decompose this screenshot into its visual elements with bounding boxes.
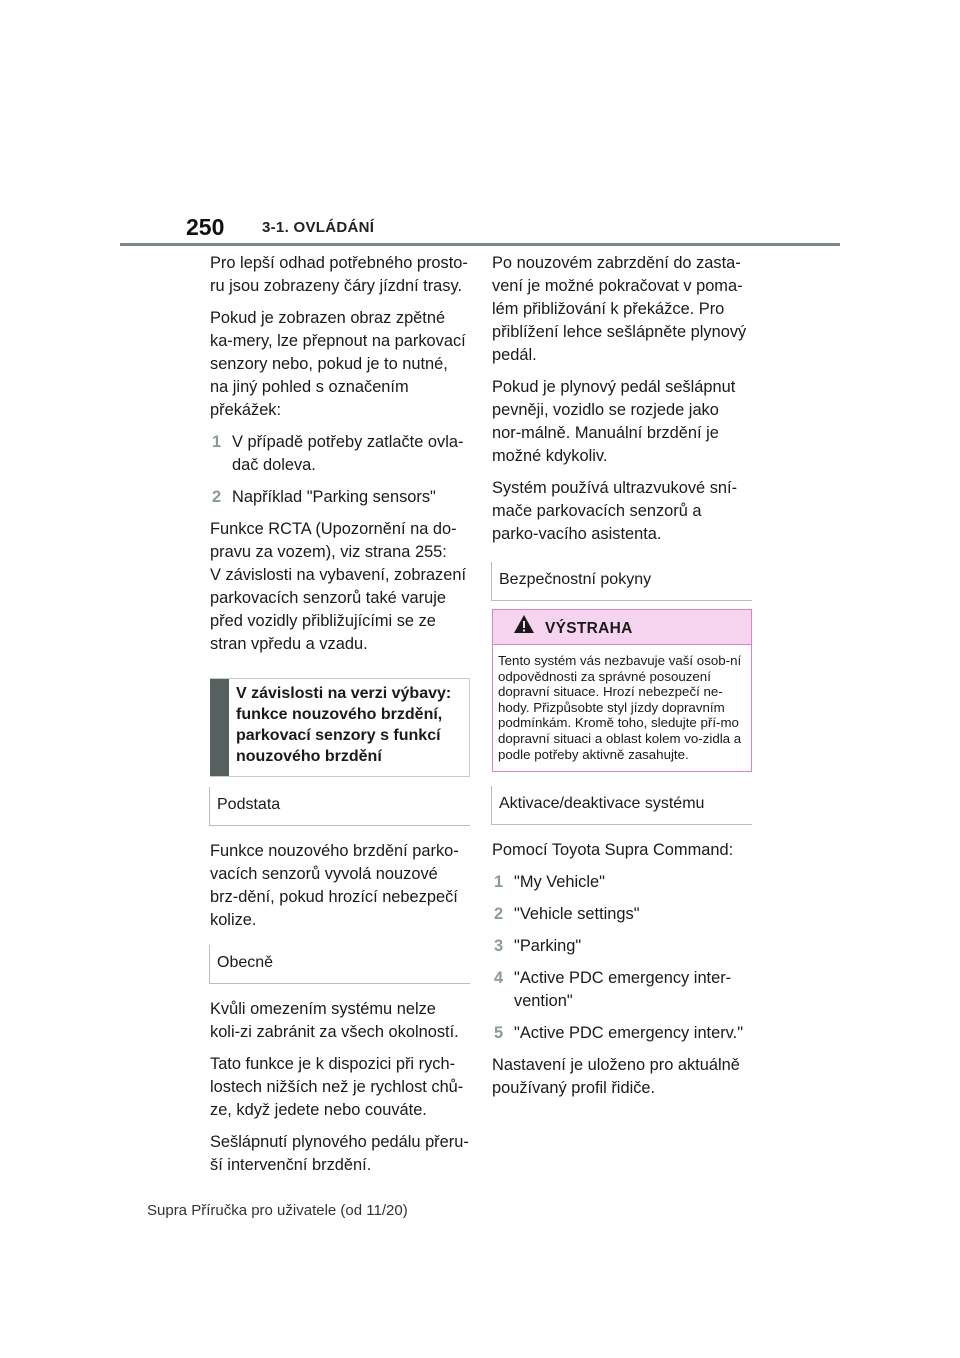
subheading: Bezpečnostní pokyny	[491, 562, 752, 601]
paragraph: V závislosti na vybavení, zobrazení parkovacích senzorů také varuje před vozidly přibližujícími se ze stran vpředu a vzadu.	[210, 566, 467, 653]
feature-title: V závislosti na verzi výbavy: funkce nouzového brzdění, parkovací senzory s funkcí nouzového brzdění	[236, 685, 452, 765]
step-item	[492, 903, 752, 926]
footer-text: Supra Příručka pro uživatele (od 11/20)	[147, 1202, 408, 1219]
step-number: 1	[494, 873, 504, 892]
warning-box	[492, 609, 752, 772]
step-number: 4	[494, 969, 504, 988]
step-text: "Active PDC emergency inter-vention"	[514, 969, 732, 1011]
title-accent-bar	[210, 679, 229, 776]
step-number: 2	[212, 488, 222, 506]
step-text: Například "Parking sensors"	[232, 488, 436, 506]
paragraph: Pokud je zobrazen obraz zpětné ka-mery, lze přepnout na parkovací senzory nebo, pokud je to nutné, na jiný pohled s označením překážek:	[210, 309, 466, 419]
step-number: 5	[494, 1024, 504, 1043]
paragraph: Systém používá ultrazvukové sní-mače parkovacích senzorů a parko-vacího asistenta.	[492, 479, 738, 543]
step-item	[492, 871, 752, 894]
subheading: Podstata	[209, 787, 470, 826]
paragraph: Po nouzovém zabrzdění do zasta-vení je možné pokračovat v poma-lém přibližování k překážce. Pro přiblížení lehce sešlápněte plynový pedál.	[492, 254, 747, 364]
warning-header	[493, 610, 751, 645]
paragraph: Funkce nouzového brzdění parko-vacích senzorů vyvolá nouzové brz-dění, pokud hrozící nebezpečí kolize.	[210, 842, 459, 929]
right-column	[492, 252, 752, 1109]
paragraph: Tato funkce je k dispozici při rych-lostech nižších než je rychlost chů-ze, když jedete nebo couváte.	[210, 1055, 464, 1119]
paragraph: Nastavení je uloženo pro aktuálně používaný profil řidiče.	[492, 1056, 740, 1098]
step-item	[210, 431, 470, 477]
paragraph: Kvůli omezením systému nelze koli-zi zabránit za všech okolností.	[210, 1000, 459, 1041]
paragraph: Pokud je plynový pedál sešlápnut pevněji, vozidlo se rozjede jako nor-málně. Manuální brzdění je možné kdykoliv.	[492, 378, 736, 465]
step-text: "Parking"	[514, 937, 582, 956]
paragraph: Funkce RCTA (Upozornění na do-pravu za vozem), viz strana 255:	[210, 520, 457, 561]
step-number: 2	[494, 905, 504, 924]
step-item	[210, 486, 470, 509]
step-item	[492, 935, 752, 958]
section-title: 3-1. OVLÁDÁNÍ	[262, 219, 375, 236]
step-text: "Vehicle settings"	[514, 905, 640, 924]
paragraph: Pro lepší odhad potřebného prosto-ru jsou zobrazeny čáry jízdní trasy.	[210, 254, 468, 295]
left-column	[210, 252, 470, 1186]
step-text: "My Vehicle"	[514, 873, 605, 892]
subheading: Obecně	[209, 945, 470, 984]
step-item	[492, 967, 752, 1013]
feature-title-box	[210, 678, 470, 777]
step-item	[492, 1022, 752, 1045]
paragraph: Pomocí Toyota Supra Command:	[492, 841, 734, 860]
step-number: 1	[212, 433, 222, 451]
step-text: "Active PDC emergency interv."	[514, 1024, 744, 1043]
paragraph: Sešlápnutí plynového pedálu přeru-ší intervenční brzdění.	[210, 1133, 469, 1174]
step-text: V případě potřeby zatlačte ovla-dač doleva.	[232, 433, 464, 474]
warning-label: VÝSTRAHA	[545, 620, 633, 637]
page-number: 250	[186, 214, 225, 240]
subheading: Aktivace/deaktivace systému	[491, 786, 752, 825]
step-number: 3	[494, 937, 504, 956]
warning-triangle-icon	[513, 614, 535, 641]
header-rule	[120, 243, 840, 246]
warning-text: Tento systém vás nezbavuje vaší osob-ní odpovědnosti za správné posouzení dopravní situace. Hrozí nebezpečí ne-hody. Přizpůsobte styl jízdy dopravním podmínkám. Kromě toho, sledujte pří-mo dopravní situaci a oblast kolem vo-zidla a podle potřeby aktivně zasahujte.	[498, 653, 742, 762]
